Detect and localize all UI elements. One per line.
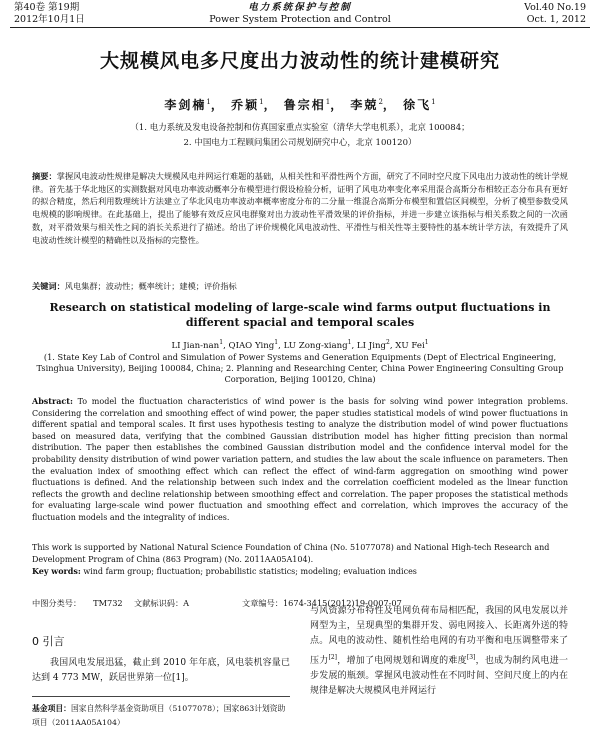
- abstract-text-en: To model the fluctuation characteristics of wind power is the basis for solving wind power integration problems. Considering the correlation and smoothing effect of wind power, the paper studies statistical models of wind power fluctuations in different spatial and temporal scales. It first uses hypothesis testing to analyze the distribution model of wind power fluctuations based on measured data, verifying that the combined Gaussian distribution model has higher fitting precision than normal distribution. The paper then establishes the combined Gaussian distribution model and the confidence interval model for the probability density distribution of wind power variation pattern, and studies the law about the scale influence on parameters. Then the evaluation index of smoothing effect which can reflect the effect of wind-farm aggregation on smoothing wind power fluctuations is defined. And the relationship between such index and the correlation coefficient modeled as the linear function reflects the growth and decline relationship between smoothing effect and correlation. The paper proposes the statistical methods for evaluating large-scale wind power fluctuation and smoothing effect and correlation, which improves the accuracy of the fluctuation models and the integrality of indices.: [32, 397, 569, 522]
- document-code: 文献标识码：A: [134, 598, 190, 608]
- authors-cn: 李剑楠$^1$， 乔颖$^1$， 鲁宗相$^1$， 李兢$^2$， 徐飞$^1$: [164, 98, 436, 112]
- funding-en: This work is supported by National Natural Science Foundation of China (No. 51077078) and National High-tech Research and Development Program of China (863 Program) (No. 2011AA05A104).: [32, 543, 550, 564]
- author-name: 李兢: [350, 98, 379, 112]
- abstract-label-cn: 摘要：: [32, 171, 57, 181]
- classification-number: 中图分类号： TM732: [32, 598, 123, 608]
- keywords-text-en: wind farm group; fluctuation; probabilistic statistics; modeling; evaluation indices: [83, 567, 417, 576]
- affiliation-2-cn: 2. 中国电力工程顾问集团公司规划研究中心，北京 100120）: [183, 138, 417, 148]
- date-en: Oct. 1, 2012: [526, 14, 586, 25]
- authors-en: LI Jian-nan$^1$, QIAO Ying$^1$, LU Zong-xiang$^1$, LI Jing$^2$, XU Fei$^1$: [171, 339, 429, 351]
- intro-paragraph-left: 我国风电发展迅猛，截止到 2010 年年底，风电装机容量已达到 4 773 MW，跃居世界第一位[1]。: [32, 658, 290, 683]
- section-heading-introduction: 0 引言: [32, 635, 65, 648]
- affiliation-1-cn: （1. 电力系统及发电设备控制和仿真国家重点实验室（清华大学电机系），北京 100084；: [130, 123, 470, 133]
- volume-cn: 第40卷 第19期: [14, 2, 80, 13]
- paper-title-cn: 大规模风电多尺度出力波动性的统计建模研究: [99, 50, 500, 72]
- footnote-rule: [32, 696, 290, 697]
- volume-en: Vol.40 No.19: [524, 2, 586, 13]
- author-name: 李剑楠: [164, 98, 207, 112]
- keywords-label-en: Key words:: [32, 566, 81, 576]
- keywords-label-cn: 关键词：: [32, 281, 65, 291]
- abstract-en: [32, 396, 568, 524]
- header-right: [524, 2, 586, 26]
- intro-paragraph-right: 与风资源分布特性及电网负荷布局相匹配，我国的风电发展以并网型为主，呈现典型的集群开发、弱电网接入、长距离外送的特点。风电的波动性、随机性给电网的有功平衡和电压调整带来了压力[2]，增加了电网规划和调度的难度[3]，也成为制约风电进一步发展的瓶颈。掌握风电波动性在不同时间、空间尺度上的内在规律是解决大规模风电并网运行: [310, 606, 568, 697]
- paper-title-en: Research on statistical modeling of large-scale wind farms output fluctuations in different spacial and temporal scales: [49, 301, 551, 329]
- citation-3[interactable]: [3]: [466, 653, 476, 661]
- header-center: [0, 2, 600, 26]
- author-name: 徐飞: [403, 98, 432, 112]
- author-name: 鲁宗相: [283, 98, 326, 112]
- keywords-en: [32, 566, 568, 576]
- abstract-label-en: Abstract:: [32, 396, 73, 406]
- citation-2[interactable]: [2]: [328, 653, 338, 661]
- journal-name-cn: 电力系统保护与控制: [248, 2, 352, 13]
- abstract-cn: [32, 170, 568, 246]
- article-number: 文章编号：1674-3415(2012)19-0007-07: [242, 598, 402, 608]
- footnote-funding: [32, 702, 290, 730]
- abstract-text-cn: 掌握风电波动性规律是解决大规模风电并网运行难题的基础，从相关性和平滑性两个方面，研究了不同时空尺度下风电出力波动性的统计学规律。首先基于华北地区的实测数据对风电功率波动概率分布模型进行假设检验分析，证明了风电功率变化率采用混合高斯分布相较正态分布具有更好的拟合精度，然后利用数理统计方法建立了华北风电功率波动率概率密度分布的二分量一维混合高斯分布模型和置信区间模型，分析了模型参数受风电规模的影响规律。在此基础上，提出了能够有效反应风电群聚对出力波动性平滑效果的评价指标，并进一步建立该指标与相关系数之间的一次函数，对平滑效果与相关性之间的消长关系进行了描述。给出了评价规模化风电波动性、平滑性与相关性等主要特性的基本统计学方法，有效提升了风电波动性统计模型的精确性以及指标的完整性。: [32, 171, 568, 245]
- running-header: [0, 0, 600, 28]
- author-name: 乔颖: [231, 98, 260, 112]
- footnote-label: 基金项目：: [32, 704, 71, 713]
- keywords-cn: [32, 281, 568, 292]
- affiliations-en: (1. State Key Lab of Control and Simulation of Power Systems and Generation Equipments (Dept of Electrical Engineering, Tsinghua University), Beijing 100084, China; 2. Planning and Researching Center, China Power Engineering Consulting Group Corporation, Beijing 100120, China): [36, 352, 564, 384]
- journal-name-en: Power System Protection and Control: [209, 14, 391, 25]
- keywords-text-cn: 风电集群；波动性；概率统计；建模；评价指标: [64, 281, 237, 291]
- header-rule: [10, 27, 590, 28]
- date-cn: 2012年10月1日: [14, 14, 85, 25]
- affiliations-cn: [0, 121, 600, 151]
- footnote-text: 国家自然科学基金资助项目（51077078）；国家863计划资助项目（2011AA05A104）: [32, 704, 286, 727]
